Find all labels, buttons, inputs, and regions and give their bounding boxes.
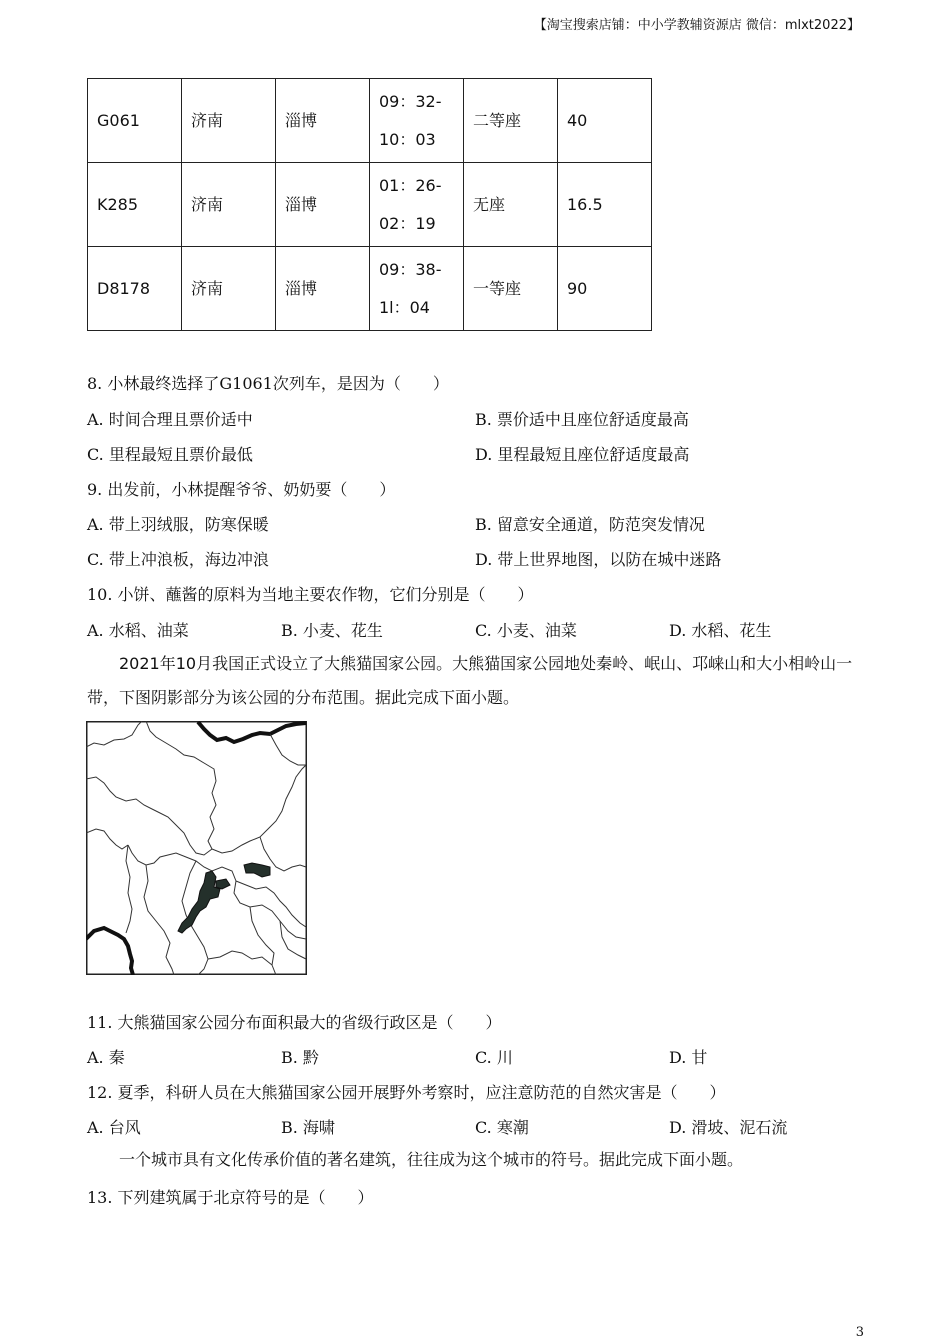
table-row: [88, 247, 652, 331]
train-schedule-table: [87, 78, 652, 331]
question-8-stem: 8. 小林最终选择了G1061次列车，是因为（ ）: [87, 374, 449, 393]
time-cell: [370, 247, 464, 331]
question-11-stem: 11. 大熊猫国家公园分布面积最大的省级行政区是（ ）: [87, 1013, 502, 1032]
arrival-cell: 淄博: [276, 79, 370, 163]
q8-option-d: D. 里程最短且座位舒适度最高: [475, 445, 690, 464]
q12-option-b: B. 海啸: [281, 1118, 335, 1137]
passage-panda-park: 2021年10月我国正式设立了大熊猫国家公园。大熊猫国家公园地处秦岭、岷山、邛崃山和大小相岭山一带，下图阴影部分为该公园的分布范围。据此完成下面小题。: [87, 654, 853, 707]
q10-option-c: C. 小麦、油菜: [475, 621, 577, 640]
seat-cell: 一等座: [464, 247, 558, 331]
train-number-cell: G061: [88, 79, 182, 163]
time-start: 09：32-: [379, 91, 442, 111]
panda-park-map: [86, 721, 307, 975]
table-row: [88, 163, 652, 247]
q10-option-a: A. 水稻、油菜: [87, 621, 189, 640]
q8-option-a: A. 时间合理且票价适中: [87, 410, 253, 429]
question-13-stem: 13. 下列建筑属于北京符号的是（ ）: [87, 1188, 374, 1207]
q8-option-b: B. 票价适中且座位舒适度最高: [475, 410, 689, 429]
question-9-stem: 9. 出发前，小林提醒爷爷、奶奶要（ ）: [87, 480, 396, 499]
q10-option-d: D. 水稻、花生: [669, 621, 772, 640]
time-cell: [370, 163, 464, 247]
time-cell: [370, 79, 464, 163]
seat-cell: 二等座: [464, 79, 558, 163]
time-end: 1l：04: [379, 297, 430, 317]
departure-cell: 济南: [182, 79, 276, 163]
arrival-cell: 淄博: [276, 247, 370, 331]
seat-cell: 无座: [464, 163, 558, 247]
price-cell: 40: [558, 79, 652, 163]
question-12-stem: 12. 夏季，科研人员在大熊猫国家公园开展野外考察时，应注意防范的自然灾害是（ ）: [87, 1083, 726, 1102]
q9-option-d: D. 带上世界地图，以防在城中迷路: [475, 550, 722, 569]
question-10-stem: 10. 小饼、蘸酱的原料为当地主要农作物，它们分别是（ ）: [87, 585, 534, 604]
q8-option-c: C. 里程最短且票价最低: [87, 445, 253, 464]
q11-option-c: C. 川: [475, 1048, 513, 1067]
time-start: 09：38-: [379, 259, 442, 279]
train-number-cell: K285: [88, 163, 182, 247]
q12-option-a: A. 台风: [87, 1118, 141, 1137]
q11-option-d: D. 甘: [669, 1048, 708, 1067]
arrival-cell: 淄博: [276, 163, 370, 247]
train-number-cell: D8178: [88, 247, 182, 331]
q10-option-b: B. 小麦、花生: [281, 621, 383, 640]
q12-option-d: D. 滑坡、泥石流: [669, 1118, 788, 1137]
page-number: 3: [855, 1325, 864, 1340]
time-end: 10：03: [379, 129, 436, 149]
departure-cell: 济南: [182, 163, 276, 247]
q9-option-c: C. 带上冲浪板，海边冲浪: [87, 550, 269, 569]
q9-option-b: B. 留意安全通道，防范突发情况: [475, 515, 705, 534]
q11-option-a: A. 秦: [87, 1048, 125, 1067]
price-cell: 16.5: [558, 163, 652, 247]
departure-cell: 济南: [182, 247, 276, 331]
passage-city-symbol: 一个城市具有文化传承价值的著名建筑，往往成为这个城市的符号。据此完成下面小题。: [119, 1150, 744, 1169]
page-header-watermark: 【淘宝搜索店铺：中小学教辅资源店 微信：mlxt2022】: [533, 18, 860, 33]
table-row: [88, 79, 652, 163]
q11-option-b: B. 黔: [281, 1048, 319, 1067]
q9-option-a: A. 带上羽绒服，防寒保暖: [87, 515, 269, 534]
price-cell: 90: [558, 247, 652, 331]
q12-option-c: C. 寒潮: [475, 1118, 529, 1137]
time-end: 02：19: [379, 213, 436, 233]
time-start: 01：26-: [379, 175, 442, 195]
